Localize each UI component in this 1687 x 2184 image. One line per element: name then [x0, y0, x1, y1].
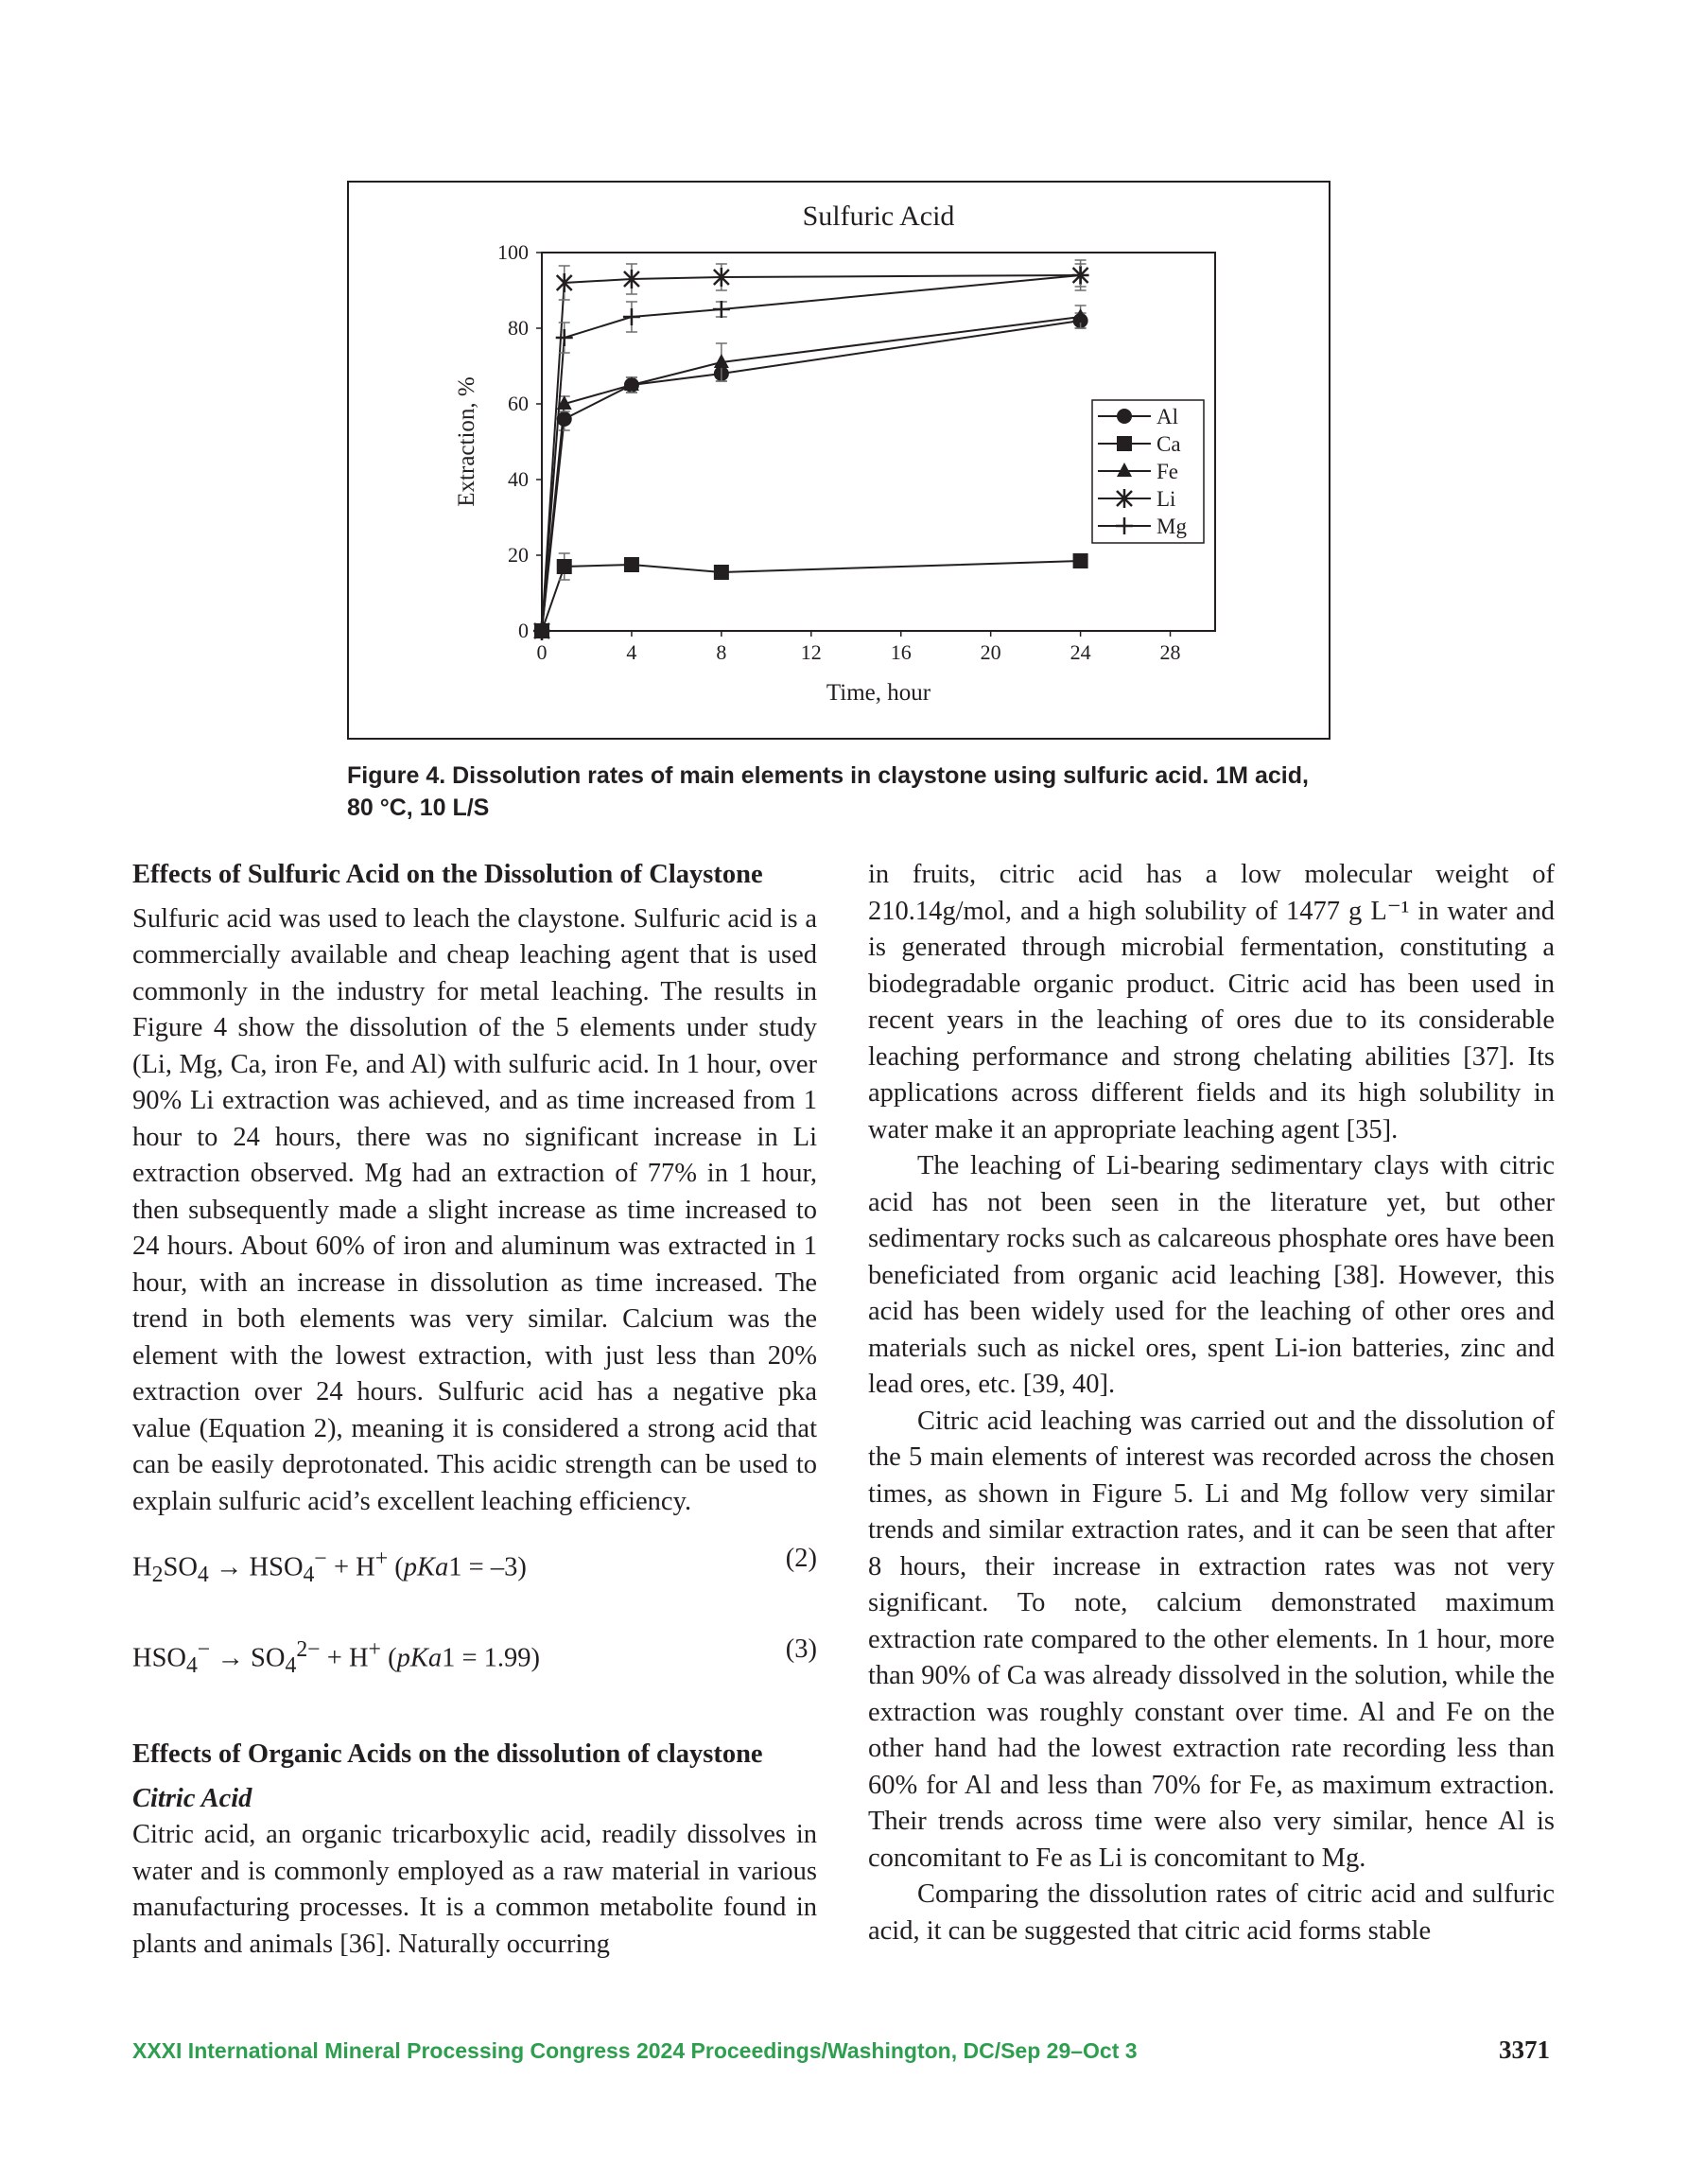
- series-line-al: [542, 321, 1081, 631]
- legend-label-li: Li: [1157, 487, 1176, 511]
- y-tick-label: 0: [518, 619, 529, 642]
- x-tick-label: 24: [1070, 640, 1091, 664]
- data-point-ca: [624, 557, 639, 572]
- data-point-ca: [557, 559, 572, 574]
- x-tick-label: 4: [626, 640, 637, 664]
- data-point-mg: [713, 301, 730, 318]
- paragraph-comparison: Comparing the dissolution rates of citric acid and sulfuric acid, it can be suggested that citric acid forms stable: [868, 1879, 1555, 1946]
- data-point-ca: [1073, 553, 1088, 568]
- x-tick-label: 12: [800, 640, 822, 664]
- x-tick-label: 28: [1159, 640, 1181, 664]
- paragraph-citric-properties: in fruits, citric acid has a low molecular weight of 210.14g/mol, and a high solubility of 1477 g L⁻¹ in water and is generated through microbial fermentation, constituting a biodegradable organic product. Citric acid has been used in recent years in the leaching of ores due to its considerable leaching performance and strong chelating abilities [37]. Its applications across different fields and its high solubility in water make it an appropriate leaching agent [35].: [868, 860, 1555, 1144]
- footer-proceedings: XXXI International Mineral Processing Congress 2024 Proceedings/Washington, DC/Sep 29–Oct 3: [132, 2038, 1138, 2063]
- x-axis-label: Time, hour: [826, 680, 931, 706]
- y-tick-label: 80: [508, 316, 529, 340]
- series-line-ca: [542, 561, 1081, 631]
- y-tick-label: 20: [508, 543, 529, 567]
- equation-2-formula: $H_2SO_4 \to HSO_4^- + H^+$ (pKa1 = –3): [132, 1546, 527, 1588]
- figure-caption-line-2: 80 °C, 10 L/S: [347, 795, 490, 821]
- equation-3-formula: $HSO_4^- \to SO_4^{2-} + H^+$ (pKa1 = 1.99): [132, 1636, 541, 1678]
- series-line-li: [542, 275, 1081, 631]
- left-column: [132, 857, 817, 1963]
- y-tick-label: 40: [508, 467, 529, 491]
- y-tick-label: 100: [497, 240, 529, 264]
- subsection-heading-citric: Citric Acid: [132, 1783, 252, 1813]
- equation-3-number: (3): [785, 1634, 817, 1664]
- data-point-ca: [714, 565, 729, 580]
- figure-caption: [347, 760, 1330, 824]
- equation-3: [132, 1632, 817, 1685]
- chart-title: Sulfuric Acid: [802, 201, 955, 232]
- right-column: [868, 857, 1555, 1949]
- equation-2: [132, 1541, 817, 1594]
- legend-marker-al: [1117, 409, 1132, 424]
- paragraph-citric-intro: Citric acid, an organic tricarboxylic acid, readily dissolves in water and is commonly employed as a raw material in various manufacturing processes. It is a common metabolite found in plants and animals [36]. Naturally occurring: [132, 1820, 817, 1959]
- x-tick-label: 8: [716, 640, 727, 664]
- series-line-fe: [542, 317, 1081, 631]
- legend-marker-ca: [1117, 436, 1132, 451]
- data-point-mg: [556, 329, 573, 346]
- legend-label-al: Al: [1157, 405, 1178, 428]
- x-tick-label: 16: [890, 640, 912, 664]
- legend-label-fe: Fe: [1157, 460, 1178, 483]
- sulfuric-acid-chart: [349, 183, 1332, 742]
- paragraph-sulfuric: Sulfuric acid was used to leach the claystone. Sulfuric acid is a commercially available and cheap leaching agent that is used commonly in the industry for metal leaching. The results in Figure 4 show the dissolution of the 5 elements under study (Li, Mg, Ca, iron Fe, and Al) with sulfuric acid. In 1 hour, over 90% Li extraction was achieved, and as time increased from 1 hour to 24 hours, there was no significant increase in Li extraction observed. Mg had an extraction of 77% in 1 hour, then subsequently made a slight increase as time increased to 24 hours. About 60% of iron and aluminum was extracted in 1 hour, with an increase in dissolution as time increased. The trend in both elements was very similar. Calcium was the element with the lowest extraction, with just less than 20% extraction over 24 hours. Sulfuric acid has a negative pka value (Equation 2), meaning it is considered a strong acid that can be easily deprotonated. This acidic strength can be used to explain sulfuric acid’s excellent leaching efficiency.: [132, 903, 817, 1516]
- y-tick-label: 60: [508, 392, 529, 415]
- legend-label-mg: Mg: [1157, 515, 1187, 538]
- series-line-mg: [542, 275, 1081, 631]
- paragraph-citric-results: Citric acid leaching was carried out and the dissolution of the 5 main elements of interest was recorded across the chosen times, as shown in Figure 5. Li and Mg follow very similar trends and similar extraction rates, and it can be seen that after 8 hours, their increase in extraction rates was not very significant. To note, calcium demonstrated maximum extraction rate compared to the other elements. In 1 hour, more than 90% of Ca was already dissolved in the solution, while the extraction was roughly constant over time. Al and Fe on the other hand had the lowest extraction rate recording less than 60% for Al and less than 70% for Fe, as maximum extraction. Their trends across time were also very similar, hence Al is concomitant to Fe as Li is concomitant to Mg.: [868, 1406, 1555, 1873]
- x-tick-label: 0: [536, 640, 548, 664]
- section-heading-sulfuric: Effects of Sulfuric Acid on the Dissolution of Claystone: [132, 860, 763, 889]
- y-axis-label: Extraction, %: [454, 376, 479, 507]
- data-point-mg: [623, 308, 640, 325]
- legend-label-ca: Ca: [1157, 432, 1181, 456]
- equation-2-number: (2): [785, 1544, 817, 1573]
- paragraph-citric-literature: The leaching of Li-bearing sedimentary clays with citric acid has not been seen in the literature yet, but other sedimentary rocks such as calcareous phosphate ores have been beneficiated from organic acid leaching [38]. However, this acid has been widely used for the leaching of other ores and materials such as nickel ores, spent Li-ion batteries, zinc and lead ores, etc. [39, 40].: [868, 1151, 1555, 1399]
- page-number: 3371: [1499, 2035, 1550, 2064]
- section-heading-organic: Effects of Organic Acids on the dissolution of claystone: [132, 1739, 763, 1770]
- figure-caption-line-1: Figure 4. Dissolution rates of main elements in claystone using sulfuric acid. 1M acid,: [347, 762, 1309, 789]
- x-tick-label: 20: [980, 640, 1001, 664]
- figure-frame: [347, 181, 1330, 740]
